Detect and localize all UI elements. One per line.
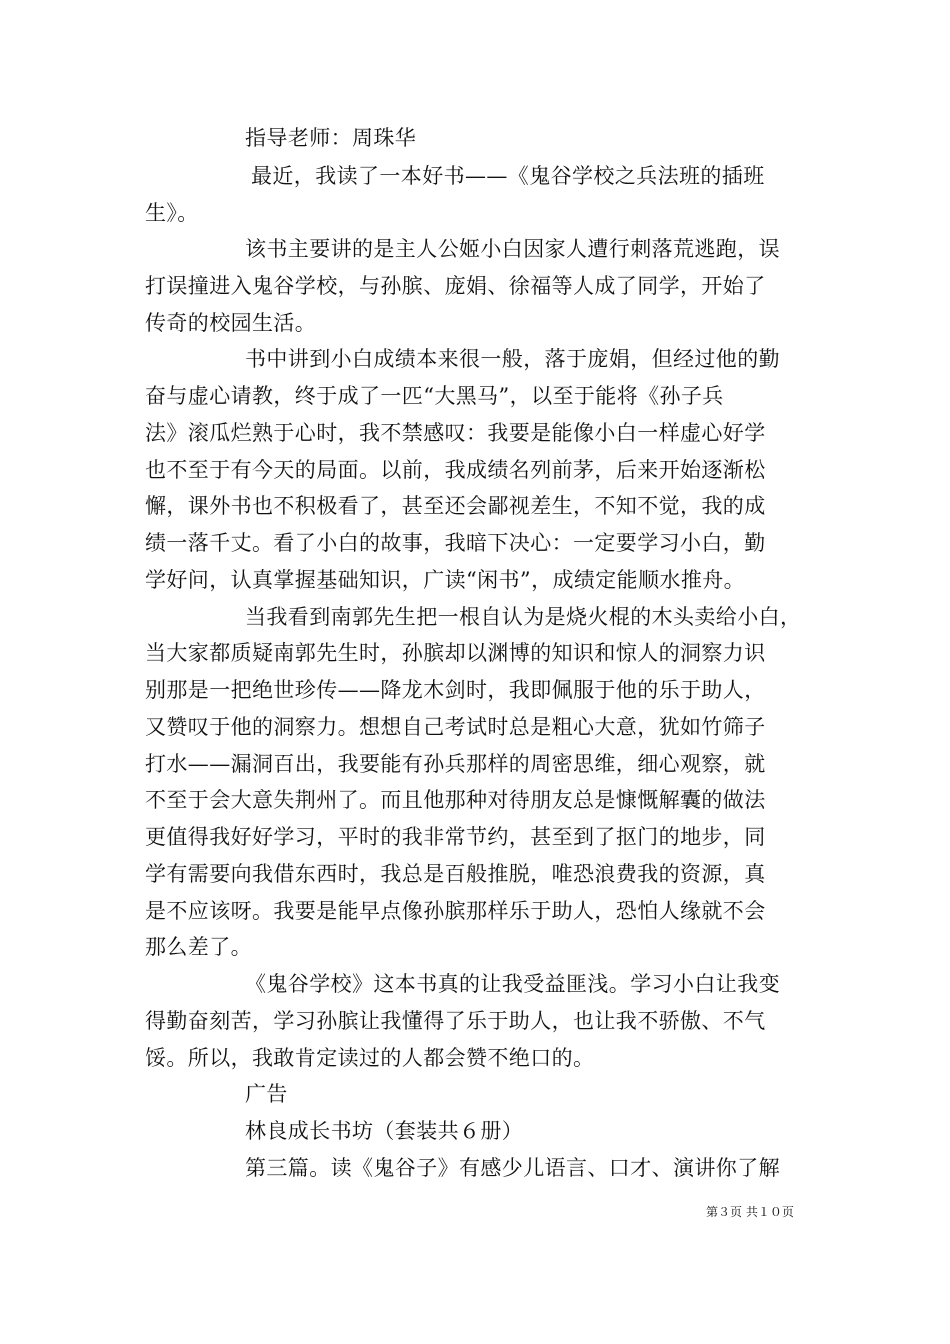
page-number-footer: 第３页 共１０页 <box>706 1205 794 1219</box>
paragraph-line: 学有需要向我借东西时，我总是百般推脱，唯恐浪费我的资源，真 <box>145 862 766 886</box>
paragraph-line: 当大家都质疑南郭先生时，孙膑却以渊博的知识和惊人的洞察力识 <box>145 641 766 665</box>
paragraph-line: 第三篇。读《鬼谷子》有感少儿语言、口才、演讲你了解 <box>245 1156 780 1180</box>
paragraph-line: 书中讲到小白成绩本来很一般，落于庞娟，但经过他的勤 <box>245 347 780 371</box>
paragraph-line: 更值得我好好学习，平时的我非常节约，甚至到了抠门的地步，同 <box>145 825 766 849</box>
paragraph-line: 生》。 <box>145 201 199 225</box>
ad-label: 广告 <box>245 1082 288 1106</box>
advisor-line: 指导老师：周珠华 <box>245 126 417 150</box>
paragraph-line: 又赞叹于他的洞察力。想想自己考试时总是粗心大意，犹如竹筛子 <box>145 715 766 739</box>
paragraph-line: 绩一落千丈。看了小白的故事，我暗下决心：一定要学习小白，勤 <box>145 531 766 555</box>
paragraph-line: 懈，课外书也不积极看了，甚至还会鄙视差生，不知不觉，我的成 <box>145 494 766 518</box>
paragraph-line: 《鬼谷学校》这本书真的让我受益匪浅。学习小白让我变 <box>245 972 780 996</box>
paragraph-line: 也不至于有今天的局面。以前，我成绩名列前茅，后来开始逐渐松 <box>145 458 766 482</box>
paragraph-line: 法》滚瓜烂熟于心时，我不禁感叹：我要是能像小白一样虚心好学 <box>145 421 766 445</box>
paragraph-line: 不至于会大意失荆州了。而且他那种对待朋友总是慷慨解囊的做法 <box>145 788 766 812</box>
ad-title-link[interactable]: 林良成长书坊（套装共６册） <box>245 1119 524 1143</box>
paragraph-line: 打误撞进入鬼谷学校，与孙膑、庞娟、徐福等人成了同学，开始了 <box>145 274 766 298</box>
paragraph-line: 当我看到南郭先生把一根自认为是烧火棍的木头卖给小白， <box>245 605 802 629</box>
paragraph-line: 是不应该呀。我要是能早点像孙膑那样乐于助人，恐怕人缘就不会 <box>145 899 766 923</box>
paragraph-line: 奋与虚心请教，终于成了一匹“大黑马”，以至于能将《孙子兵 <box>145 384 724 408</box>
paragraph-line: 学好问，认真掌握基础知识，广读“闲书”，成绩定能顺水推舟。 <box>145 568 746 592</box>
paragraph-line: 那么差了。 <box>145 935 252 959</box>
paragraph-line: 打水——漏洞百出，我要能有孙兵那样的周密思维，细心观察，就 <box>145 752 766 776</box>
paragraph-line: 得勤奋刻苦，学习孙膑让我懂得了乐于助人，也让我不骄傲、不气 <box>145 1009 766 1033</box>
paragraph-line: 别那是一把绝世珍传——降龙木剑时，我即佩服于他的乐于助人， <box>145 678 766 702</box>
paragraph-line: 最近，我读了一本好书——《鬼谷学校之兵法班的插班 <box>251 164 765 188</box>
paragraph-line: 该书主要讲的是主人公姬小白因家人遭行刺落荒逃跑，误 <box>245 237 780 261</box>
paragraph-line: 传奇的校园生活。 <box>145 311 317 335</box>
paragraph-line: 馁。所以，我敢肯定读过的人都会赞不绝口的。 <box>145 1046 595 1070</box>
